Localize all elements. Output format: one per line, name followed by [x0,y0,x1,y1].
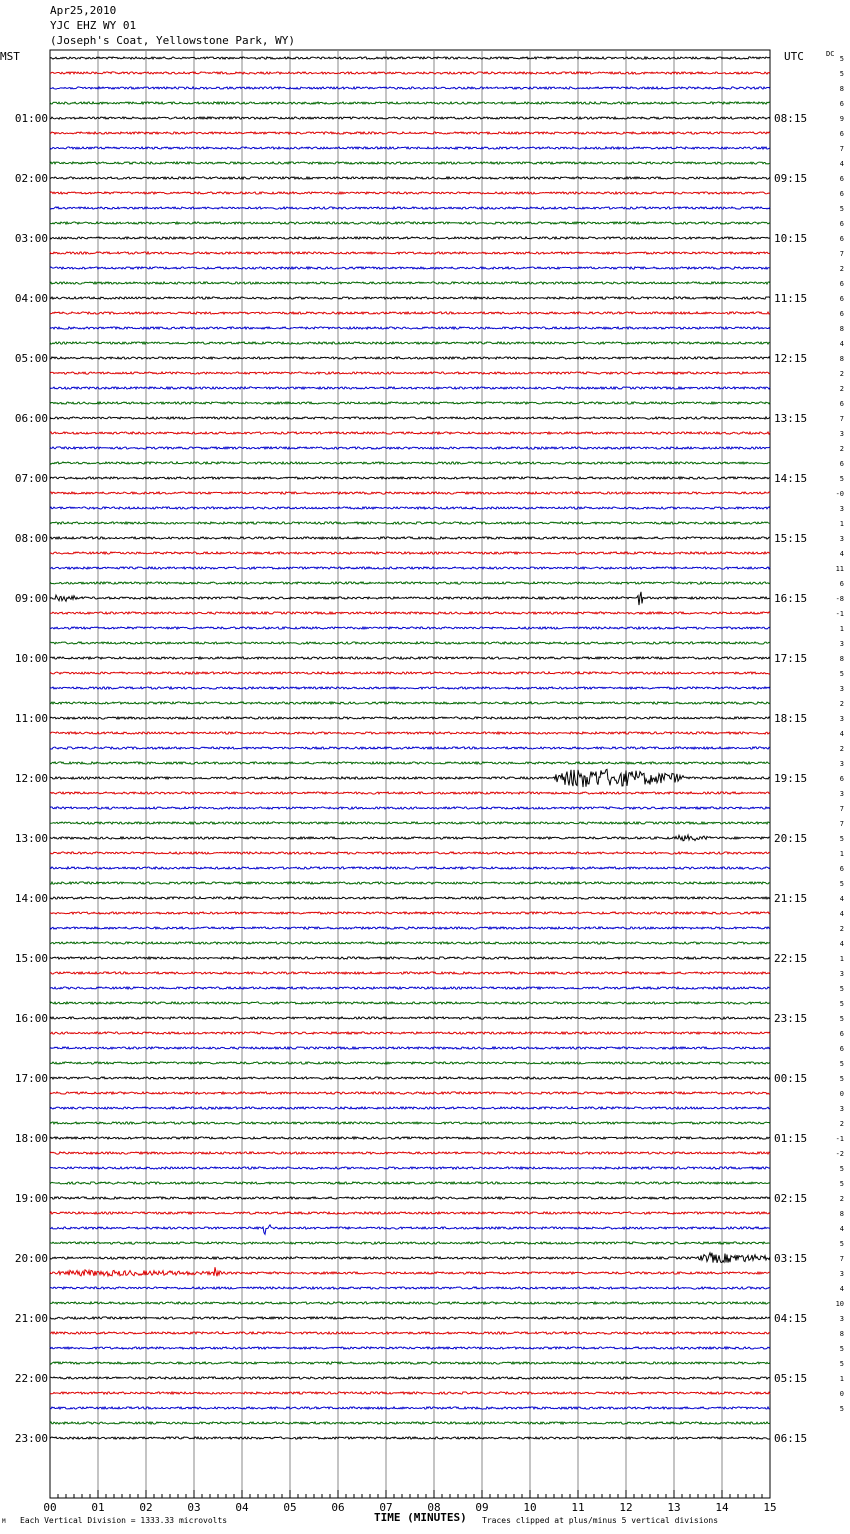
dc-offset-label: 0 [839,1090,844,1098]
dc-offset-label: 4 [839,910,844,918]
trace-line [50,822,770,824]
dc-offset-label: 5 [839,1360,844,1368]
dc-offset-label: 2 [839,925,844,933]
dc-offset-label: 6 [839,235,844,243]
trace-line [50,1407,770,1409]
trace-line [50,72,770,74]
dc-offset-label: 2 [839,700,844,708]
mst-hour-label: 16:00 [14,1012,48,1025]
trace-line [50,852,770,854]
x-tick-label: 15 [763,1501,777,1514]
dc-offset-label: 1 [839,955,844,963]
trace-line [50,537,770,539]
trace-line [50,372,770,374]
dc-offset-label: 6 [839,175,844,183]
dc-offset-label: -1 [835,610,844,618]
mst-hour-label: 17:00 [14,1072,48,1085]
x-tick-label: 05 [283,1501,297,1514]
x-tick-label: 14 [715,1501,729,1514]
utc-hour-label: 16:15 [774,592,808,605]
dc-offset-label: 8 [839,85,844,93]
dc-offset-label: 2 [839,1195,844,1203]
x-axis-title: TIME (MINUTES) [374,1511,467,1524]
trace-line [50,1242,770,1244]
dc-offset-label: 3 [839,535,844,543]
trace-line [50,282,770,284]
dc-offset-label: 4 [839,340,844,348]
utc-hour-label: 18:15 [774,712,808,725]
utc-hour-label: 23:15 [774,1012,808,1025]
trace-line [50,657,770,659]
trace-line [50,627,770,629]
dc-offset-label: 5 [839,1345,844,1353]
trace-line [50,1137,770,1139]
dc-offset-label: -8 [835,595,844,603]
trace-line [50,972,770,974]
trace-line [50,1077,770,1079]
trace-line [50,237,770,239]
dc-offset-label: 7 [839,805,844,813]
dc-offset-label: 6 [839,190,844,198]
dc-offset-label: 2 [839,1120,844,1128]
trace-line [50,507,770,509]
trace-line [50,87,770,89]
dc-offset-label: 5 [839,1075,844,1083]
trace-line [50,462,770,464]
dc-offset-label: 6 [839,220,844,228]
dc-offset-label: 5 [839,55,844,63]
trace-line [50,1047,770,1049]
right-axis-label: UTC [784,50,804,63]
trace-line [50,1167,770,1169]
dc-offset-label: 8 [839,655,844,663]
dc-offset-label: 7 [839,415,844,423]
dc-offset-label: -2 [835,1150,844,1158]
trace-line [50,432,770,434]
x-tick-label: 00 [43,1501,57,1514]
dc-offset-label: 8 [839,325,844,333]
x-tick-label: 03 [187,1501,201,1514]
trace-line [50,1302,770,1304]
trace-line [50,912,770,914]
trace-line [50,1212,770,1214]
mst-hour-label: 20:00 [14,1252,48,1265]
dc-offset-label: 3 [839,790,844,798]
mst-hour-label: 02:00 [14,172,48,185]
trace-line [50,927,770,929]
dc-offset-label: 5 [839,985,844,993]
mst-hour-label: 12:00 [14,772,48,785]
dc-offset-label: 5 [839,1240,844,1248]
dc-offset-label: 6 [839,100,844,108]
trace-line [50,792,770,794]
utc-hour-label: 15:15 [774,532,808,545]
dc-offset-label: 3 [839,640,844,648]
x-tick-label: 09 [475,1501,489,1514]
dc-offset-label: 5 [839,880,844,888]
dc-offset-label: 3 [839,430,844,438]
trace-line [50,1267,770,1276]
dc-offset-label: 8 [839,1330,844,1338]
trace-line [50,1182,770,1184]
dc-offset-label: 6 [839,280,844,288]
utc-hour-label: 19:15 [774,772,808,785]
mst-hour-label: 13:00 [14,832,48,845]
trace-line [50,762,770,764]
utc-hour-label: 11:15 [774,292,808,305]
trace-line [50,1437,770,1439]
mst-hour-label: 10:00 [14,652,48,665]
trace-line [50,592,770,605]
mst-hour-label: 22:00 [14,1372,48,1385]
dc-offset-label: 9 [839,115,844,123]
dc-offset-label: 7 [839,250,844,258]
trace-line [50,1332,770,1334]
utc-hour-label: 04:15 [774,1312,808,1325]
trace-line [50,252,770,254]
utc-hour-label: 08:15 [774,112,808,125]
mst-hour-label: 21:00 [14,1312,48,1325]
trace-line [50,567,770,569]
trace-line [50,147,770,149]
trace-line [50,1092,770,1094]
trace-line [50,477,770,479]
trace-line [50,552,770,554]
utc-hour-label: 01:15 [774,1132,808,1145]
utc-hour-label: 09:15 [774,172,808,185]
dc-offset-label: 5 [839,1015,844,1023]
dc-offset-label: 0 [839,1390,844,1398]
trace-line [50,612,770,614]
mst-hour-label: 09:00 [14,592,48,605]
dc-offset-label: 3 [839,505,844,513]
trace-line [50,387,770,389]
mst-hour-label: 05:00 [14,352,48,365]
location-label: (Joseph's Coat, Yellowstone Park, WY) [50,34,296,47]
dc-offset-label: 3 [839,685,844,693]
dc-offset-label: 1 [839,520,844,528]
trace-line [50,1225,770,1234]
dc-offset-label: 6 [839,295,844,303]
x-tick-label: 08 [427,1501,441,1514]
x-tick-label: 13 [667,1501,681,1514]
utc-hour-label: 10:15 [774,232,808,245]
utc-hour-label: 17:15 [774,652,808,665]
utc-hour-label: 20:15 [774,832,808,845]
dc-offset-label: 7 [839,820,844,828]
x-tick-label: 06 [331,1501,345,1514]
dc-offset-label: 8 [839,355,844,363]
dc-offset-label: -1 [835,1135,844,1143]
dc-offset-label: 3 [839,1105,844,1113]
dc-offset-label: 5 [839,70,844,78]
dc-offset-label: 4 [839,160,844,168]
trace-line [50,342,770,344]
dc-offset-label: 6 [839,310,844,318]
trace-line [50,267,770,269]
dc-offset-label: 4 [839,895,844,903]
left-axis-label: MST [0,50,20,63]
dc-offset-label: 4 [839,1225,844,1233]
trace-line [50,357,770,359]
trace-line [50,957,770,959]
trace-line [50,582,770,584]
dc-offset-label: 6 [839,1045,844,1053]
dc-offset-label: 7 [839,1255,844,1263]
dc-offset-label: 5 [839,670,844,678]
trace-line [50,492,770,494]
utc-hour-label: 02:15 [774,1192,808,1205]
trace-line [50,987,770,989]
trace-line [50,192,770,194]
trace-line [50,222,770,224]
trace-line [50,642,770,644]
date-label: Apr25,2010 [50,4,117,17]
trace-line [50,117,770,119]
trace-line [50,1362,770,1364]
trace-line [50,1347,770,1349]
trace-line [50,402,770,404]
dc-offset-label: 3 [839,760,844,768]
trace-line [50,1377,770,1379]
dc-offset-label: 6 [839,460,844,468]
trace-line [50,162,770,164]
dc-offset-label: 6 [839,400,844,408]
dc-offset-label: 3 [839,715,844,723]
dc-offset-label: 7 [839,145,844,153]
mst-hour-label: 18:00 [14,1132,48,1145]
x-tick-label: 12 [619,1501,633,1514]
dc-offset-label: 5 [839,835,844,843]
mst-hour-label: 15:00 [14,952,48,965]
trace-line [50,867,770,869]
dc-offset-label: 3 [839,970,844,978]
trace-line [50,1107,770,1109]
corner-mark: M [2,1518,6,1525]
trace-line [50,1062,770,1064]
trace-line [50,687,770,689]
trace-line [50,1253,770,1263]
trace-line [50,102,770,104]
dc-offset-label: 1 [839,1375,844,1383]
x-tick-label: 01 [91,1501,105,1514]
utc-hour-label: 00:15 [774,1072,808,1085]
dc-offset-label: 5 [839,1000,844,1008]
dc-offset-label: 5 [839,1180,844,1188]
trace-line [50,672,770,674]
trace-line [50,297,770,299]
trace-line [50,1122,770,1124]
trace-line [50,1002,770,1004]
trace-line [50,1017,770,1019]
mst-hour-label: 11:00 [14,712,48,725]
trace-line [50,1197,770,1199]
trace-line [50,732,770,734]
utc-hour-label: 05:15 [774,1372,808,1385]
dc-offset-label: 2 [839,385,844,393]
dc-column-label: DC [826,50,835,58]
trace-line [50,1287,770,1289]
dc-offset-label: 3 [839,1315,844,1323]
dc-offset-label: -0 [835,490,844,498]
utc-hour-label: 13:15 [774,412,808,425]
dc-offset-label: 6 [839,865,844,873]
mst-hour-label: 03:00 [14,232,48,245]
utc-hour-label: 22:15 [774,952,808,965]
trace-line [50,522,770,524]
trace-line [50,1032,770,1034]
dc-offset-label: 4 [839,1285,844,1293]
trace-line [50,417,770,419]
dc-offset-label: 5 [839,475,844,483]
utc-hour-label: 12:15 [774,352,808,365]
dc-offset-label: 1 [839,850,844,858]
trace-line [50,177,770,179]
mst-hour-label: 14:00 [14,892,48,905]
dc-offset-label: 6 [839,1030,844,1038]
dc-offset-label: 5 [839,1060,844,1068]
dc-offset-label: 6 [839,130,844,138]
dc-offset-label: 5 [839,1405,844,1413]
dc-offset-label: 4 [839,550,844,558]
scale-note: Each Vertical Division = 1333.33 microvolts [20,1516,228,1525]
trace-line [50,1317,770,1319]
dc-offset-label: 10 [835,1300,844,1308]
utc-hour-label: 03:15 [774,1252,808,1265]
dc-offset-label: 3 [839,1270,844,1278]
dc-offset-label: 6 [839,580,844,588]
trace-line [50,942,770,944]
mst-hour-label: 01:00 [14,112,48,125]
trace-line [50,747,770,749]
mst-hour-label: 04:00 [14,292,48,305]
trace-line [50,132,770,134]
x-tick-label: 10 [523,1501,537,1514]
trace-line [50,702,770,704]
trace-line [50,1392,770,1394]
mst-hour-label: 19:00 [14,1192,48,1205]
dc-offset-label: 5 [839,205,844,213]
trace-line [50,312,770,314]
trace-line [50,207,770,209]
x-tick-label: 07 [379,1501,393,1514]
clip-note: Traces clipped at plus/minus 5 vertical divisions [482,1516,719,1525]
trace-line [50,1152,770,1154]
trace-line [50,327,770,329]
dc-offset-label: 6 [839,775,844,783]
trace-line [50,807,770,809]
mst-hour-label: 08:00 [14,532,48,545]
dc-offset-label: 1 [839,625,844,633]
dc-offset-label: 5 [839,1165,844,1173]
trace-line [50,835,770,841]
dc-offset-label: 11 [835,565,844,573]
utc-hour-label: 14:15 [774,472,808,485]
trace-line [50,447,770,449]
trace-line [50,717,770,719]
utc-hour-label: 21:15 [774,892,808,905]
dc-offset-label: 2 [839,745,844,753]
dc-offset-label: 4 [839,730,844,738]
station-label: YJC EHZ WY 01 [50,19,137,32]
dc-offset-label: 2 [839,445,844,453]
utc-hour-label: 06:15 [774,1432,808,1445]
trace-line [50,882,770,884]
x-tick-label: 02 [139,1501,153,1514]
x-tick-label: 11 [571,1501,585,1514]
trace-line [50,57,770,59]
dc-offset-label: 2 [839,265,844,273]
trace-line [50,1422,770,1424]
dc-offset-label: 4 [839,940,844,948]
mst-hour-label: 23:00 [14,1432,48,1445]
trace-line [50,897,770,899]
dc-offset-label: 8 [839,1210,844,1218]
mst-hour-label: 07:00 [14,472,48,485]
x-tick-label: 04 [235,1501,249,1514]
trace-line [50,769,770,787]
dc-offset-label: 2 [839,370,844,378]
mst-hour-label: 06:00 [14,412,48,425]
